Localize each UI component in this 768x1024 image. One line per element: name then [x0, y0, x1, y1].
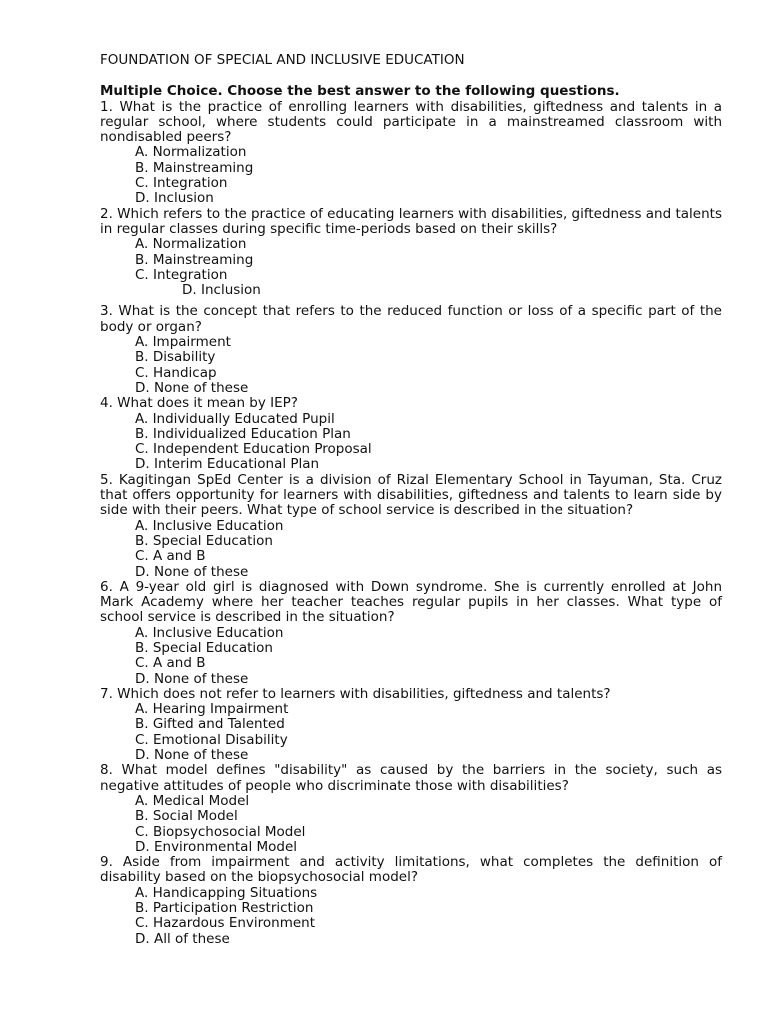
- document-page: [100, 53, 722, 947]
- question-4: [100, 396, 722, 472]
- option: A. Medical Model: [135, 792, 250, 809]
- option-list: [100, 412, 722, 473]
- option: B. Mainstreaming: [135, 251, 254, 268]
- option: C. Independent Education Proposal: [135, 441, 372, 458]
- option: C. Hazardous Environment: [135, 915, 316, 932]
- option: B. Special Education: [135, 639, 273, 656]
- option: B. Participation Restriction: [135, 900, 314, 917]
- option: D. None of these: [135, 670, 249, 687]
- option: A. Normalization: [135, 236, 247, 253]
- option: D. Inclusion: [182, 282, 261, 299]
- option: A. Hearing Impairment: [135, 701, 289, 718]
- option: A. Impairment: [135, 334, 231, 351]
- question-2: [100, 207, 722, 299]
- question-9: [100, 855, 722, 947]
- option: A. Inclusive Education: [135, 624, 284, 641]
- option: D. Inclusion: [135, 190, 214, 207]
- option: B. Social Model: [135, 808, 238, 825]
- question-3: [100, 304, 722, 396]
- option-list: [100, 794, 722, 855]
- option-list: [100, 886, 722, 947]
- option-list: [100, 519, 722, 580]
- question-text: 3. What is the concept that refers to the reduced function or loss of a specific part of the body or organ?: [100, 303, 722, 335]
- option-list: [100, 626, 722, 687]
- question-text: 7. Which does not refer to learners with disabilities, giftedness and talents?: [100, 685, 611, 702]
- question-6: [100, 580, 722, 687]
- option: D. None of these: [135, 563, 249, 580]
- option: A. Inclusive Education: [135, 517, 284, 534]
- question-text: 5. Kagitingan SpEd Center is a division of Rizal Elementary School in Tayuman, Sta. Cruz that offers opportunity for learners with disabilities, giftedness and talents to learn side by side with their peers. What type of school service is described in the situation?: [100, 471, 722, 519]
- question-text: 9. Aside from impairment and activity limitations, what completes the definition of disability based on the biopsychosocial model?: [100, 854, 722, 886]
- option: C. Biopsychosocial Model: [135, 823, 306, 840]
- option: C. A and B: [135, 655, 206, 672]
- question-text: 4. What does it mean by IEP?: [100, 395, 298, 412]
- question-text: 6. A 9-year old girl is diagnosed with Down syndrome. She is currently enrolled at John Mark Academy where her teacher teaches regular pupils in her classes. What type of school service is described in the situation?: [100, 578, 722, 626]
- option: D. None of these: [135, 379, 249, 396]
- option: D. None of these: [135, 747, 249, 764]
- option: D. Environmental Model: [135, 838, 298, 855]
- option: C. Handicap: [135, 364, 217, 381]
- question-text: 2. Which refers to the practice of educating learners with disabilities, giftedness and talents in regular classes during specific time-periods based on their skills?: [100, 205, 722, 237]
- option: A. Normalization: [135, 144, 247, 161]
- option: A. Individually Educated Pupil: [135, 410, 335, 427]
- option: C. Integration: [135, 266, 228, 283]
- option: B. Mainstreaming: [135, 159, 254, 176]
- option: D. All of these: [135, 930, 230, 947]
- option: C. Emotional Disability: [135, 731, 288, 748]
- option: B. Special Education: [135, 532, 273, 549]
- option: C. Integration: [135, 175, 228, 192]
- option: A. Handicapping Situations: [135, 884, 318, 901]
- question-text: 8. What model defines "disability" as caused by the barriers in the society, such as negative attitudes of people who discriminate those with disabilities?: [100, 762, 722, 794]
- option-list: [100, 237, 722, 298]
- instructions: Multiple Choice. Choose the best answer to the following questions.: [100, 83, 620, 100]
- question-8: [100, 763, 722, 855]
- question-7: [100, 687, 722, 763]
- option: B. Disability: [135, 349, 216, 366]
- option: C. A and B: [135, 548, 206, 565]
- option-list: [100, 702, 722, 763]
- question-text: 1. What is the practice of enrolling learners with disabilities, giftedness and talents in a regular school, where students could participate in a mainstreamed classroom with nondisabled peers?: [100, 98, 722, 146]
- document-title: FOUNDATION OF SPECIAL AND INCLUSIVE EDUCATION: [100, 52, 465, 68]
- option: B. Gifted and Talented: [135, 716, 285, 733]
- question-1: [100, 100, 722, 207]
- option: B. Individualized Education Plan: [135, 425, 351, 442]
- option-list: [100, 145, 722, 206]
- option-list: [100, 335, 722, 396]
- question-5: [100, 473, 722, 580]
- option: D. Interim Educational Plan: [135, 456, 320, 473]
